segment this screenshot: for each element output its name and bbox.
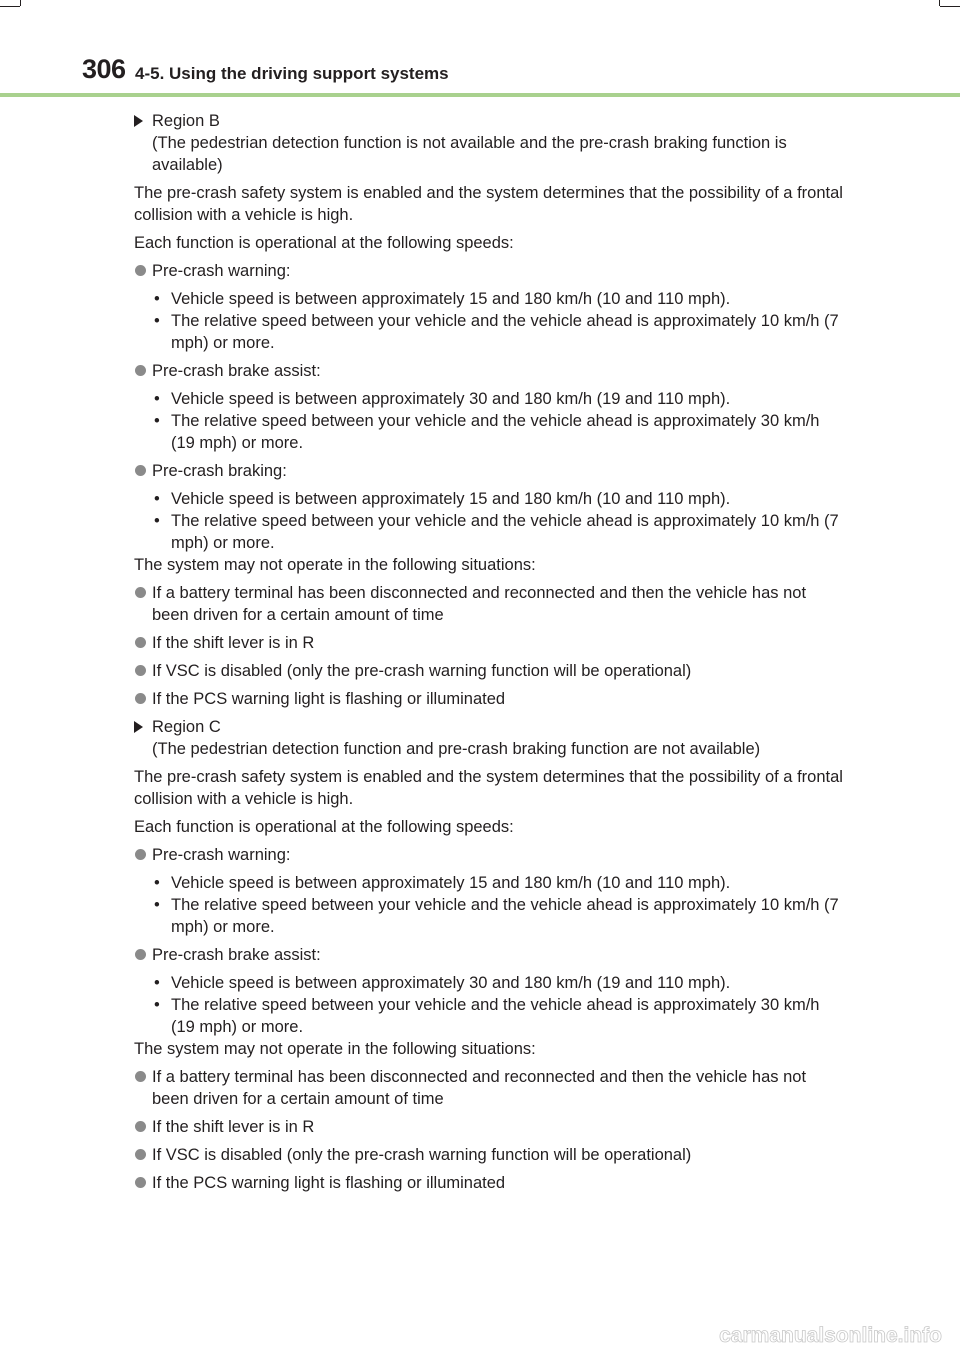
intro-paragraph: The pre-crash safety system is enabled and the system determines that the possibility of a frontal collision with a vehicle is high. xyxy=(134,184,843,224)
intro-paragraph: The pre-crash safety system is enabled and the system determines that the possibility of a frontal collision with a vehicle is high. xyxy=(134,768,843,808)
circle-bullet-icon xyxy=(135,849,146,860)
situation-item: If the PCS warning light is flashing or illuminated xyxy=(134,1172,846,1194)
function-item: Pre-crash warning: • Vehicle speed is between approximately 15 and 180 km/h (10 and 110 mph). • The relative speed between your vehicle and the vehicle ahead is approximately 10 km/h (7 mph) or more. xyxy=(134,260,846,354)
condition-item: • The relative speed between your vehicle and the vehicle ahead is approximately 10 km/h (7 mph) or more. xyxy=(154,312,839,352)
condition-item: • Vehicle speed is between approximately 15 and 180 km/h (10 and 110 mph). xyxy=(154,490,731,508)
situation-item: If a battery terminal has been disconnected and reconnected and then the vehicle has not been driven for a certain amount of time xyxy=(134,1066,846,1110)
circle-bullet-icon xyxy=(135,637,146,648)
circle-bullet-icon xyxy=(135,365,146,376)
circle-bullet-icon xyxy=(135,1177,146,1188)
page-header xyxy=(0,0,960,100)
region-b-heading: Region B (The pedestrian detection function is not available and the pre-crash braking function is available) xyxy=(134,110,846,176)
circle-bullet-icon xyxy=(135,265,146,276)
situation-item: If a battery terminal has been disconnected and reconnected and then the vehicle has not been driven for a certain amount of time xyxy=(134,582,846,626)
circle-bullet-icon xyxy=(135,465,146,476)
condition-item: • The relative speed between your vehicle and the vehicle ahead is approximately 10 km/h (7 mph) or more. xyxy=(154,512,839,552)
condition-item: • The relative speed between your vehicle and the vehicle ahead is approximately 30 km/h (19 mph) or more. xyxy=(154,412,820,452)
situation-item: If VSC is disabled (only the pre-crash warning function will be operational) xyxy=(134,660,846,682)
condition-item: • Vehicle speed is between approximately 30 and 180 km/h (19 and 110 mph). xyxy=(154,390,731,408)
header-rule xyxy=(0,93,960,97)
circle-bullet-icon xyxy=(135,1149,146,1160)
function-item: Pre-crash brake assist: • Vehicle speed is between approximately 30 and 180 km/h (19 and 110 mph). • The relative speed between your vehicle and the vehicle ahead is approximately 30 km/h (19 mph) or more. xyxy=(134,944,846,1038)
condition-item: • Vehicle speed is between approximately 30 and 180 km/h (19 and 110 mph). xyxy=(154,974,731,992)
page-number: 306 xyxy=(82,54,126,84)
triangle-bullet-icon xyxy=(134,721,143,733)
page-body xyxy=(134,110,846,1194)
circle-bullet-icon xyxy=(135,587,146,598)
condition-item: • The relative speed between your vehicle and the vehicle ahead is approximately 10 km/h (7 mph) or more. xyxy=(154,896,839,936)
triangle-bullet-icon xyxy=(134,115,143,127)
circle-bullet-icon xyxy=(135,1121,146,1132)
circle-bullet-icon xyxy=(135,665,146,676)
circle-bullet-icon xyxy=(135,693,146,704)
not-operate-intro: The system may not operate in the following situations: xyxy=(134,1040,536,1058)
circle-bullet-icon xyxy=(135,1071,146,1082)
watermark-text: carmanualsonline.info xyxy=(719,1324,942,1347)
situation-item: If the PCS warning light is flashing or illuminated xyxy=(134,688,846,710)
function-item: Pre-crash warning: • Vehicle speed is between approximately 15 and 180 km/h (10 and 110 mph). • The relative speed between your vehicle and the vehicle ahead is approximately 10 km/h (7 mph) or more. xyxy=(134,844,846,938)
speeds-intro: Each function is operational at the following speeds: xyxy=(134,234,514,252)
condition-item: • Vehicle speed is between approximately 15 and 180 km/h (10 and 110 mph). xyxy=(154,874,731,892)
condition-item: • The relative speed between your vehicle and the vehicle ahead is approximately 30 km/h (19 mph) or more. xyxy=(154,996,820,1036)
situation-item: If VSC is disabled (only the pre-crash warning function will be operational) xyxy=(134,1144,846,1166)
situation-item: If the shift lever is in R xyxy=(134,632,846,654)
region-c-heading: Region C (The pedestrian detection function and pre-crash braking function are not available) xyxy=(134,716,846,760)
watermark-logo xyxy=(706,1316,946,1352)
speeds-intro: Each function is operational at the following speeds: xyxy=(134,818,514,836)
section-title: 4-5. Using the driving support systems xyxy=(135,64,449,83)
function-item: Pre-crash brake assist: • Vehicle speed is between approximately 30 and 180 km/h (19 and 110 mph). • The relative speed between your vehicle and the vehicle ahead is approximately 30 km/h (19 mph) or more. xyxy=(134,360,846,454)
condition-item: • Vehicle speed is between approximately 15 and 180 km/h (10 and 110 mph). xyxy=(154,290,731,308)
not-operate-intro: The system may not operate in the following situations: xyxy=(134,556,536,574)
circle-bullet-icon xyxy=(135,949,146,960)
function-item: Pre-crash braking: • Vehicle speed is between approximately 15 and 180 km/h (10 and 110 mph). • The relative speed between your vehicle and the vehicle ahead is approximately 10 km/h (7 mph) or more. xyxy=(134,460,846,554)
situation-item: If the shift lever is in R xyxy=(134,1116,846,1138)
